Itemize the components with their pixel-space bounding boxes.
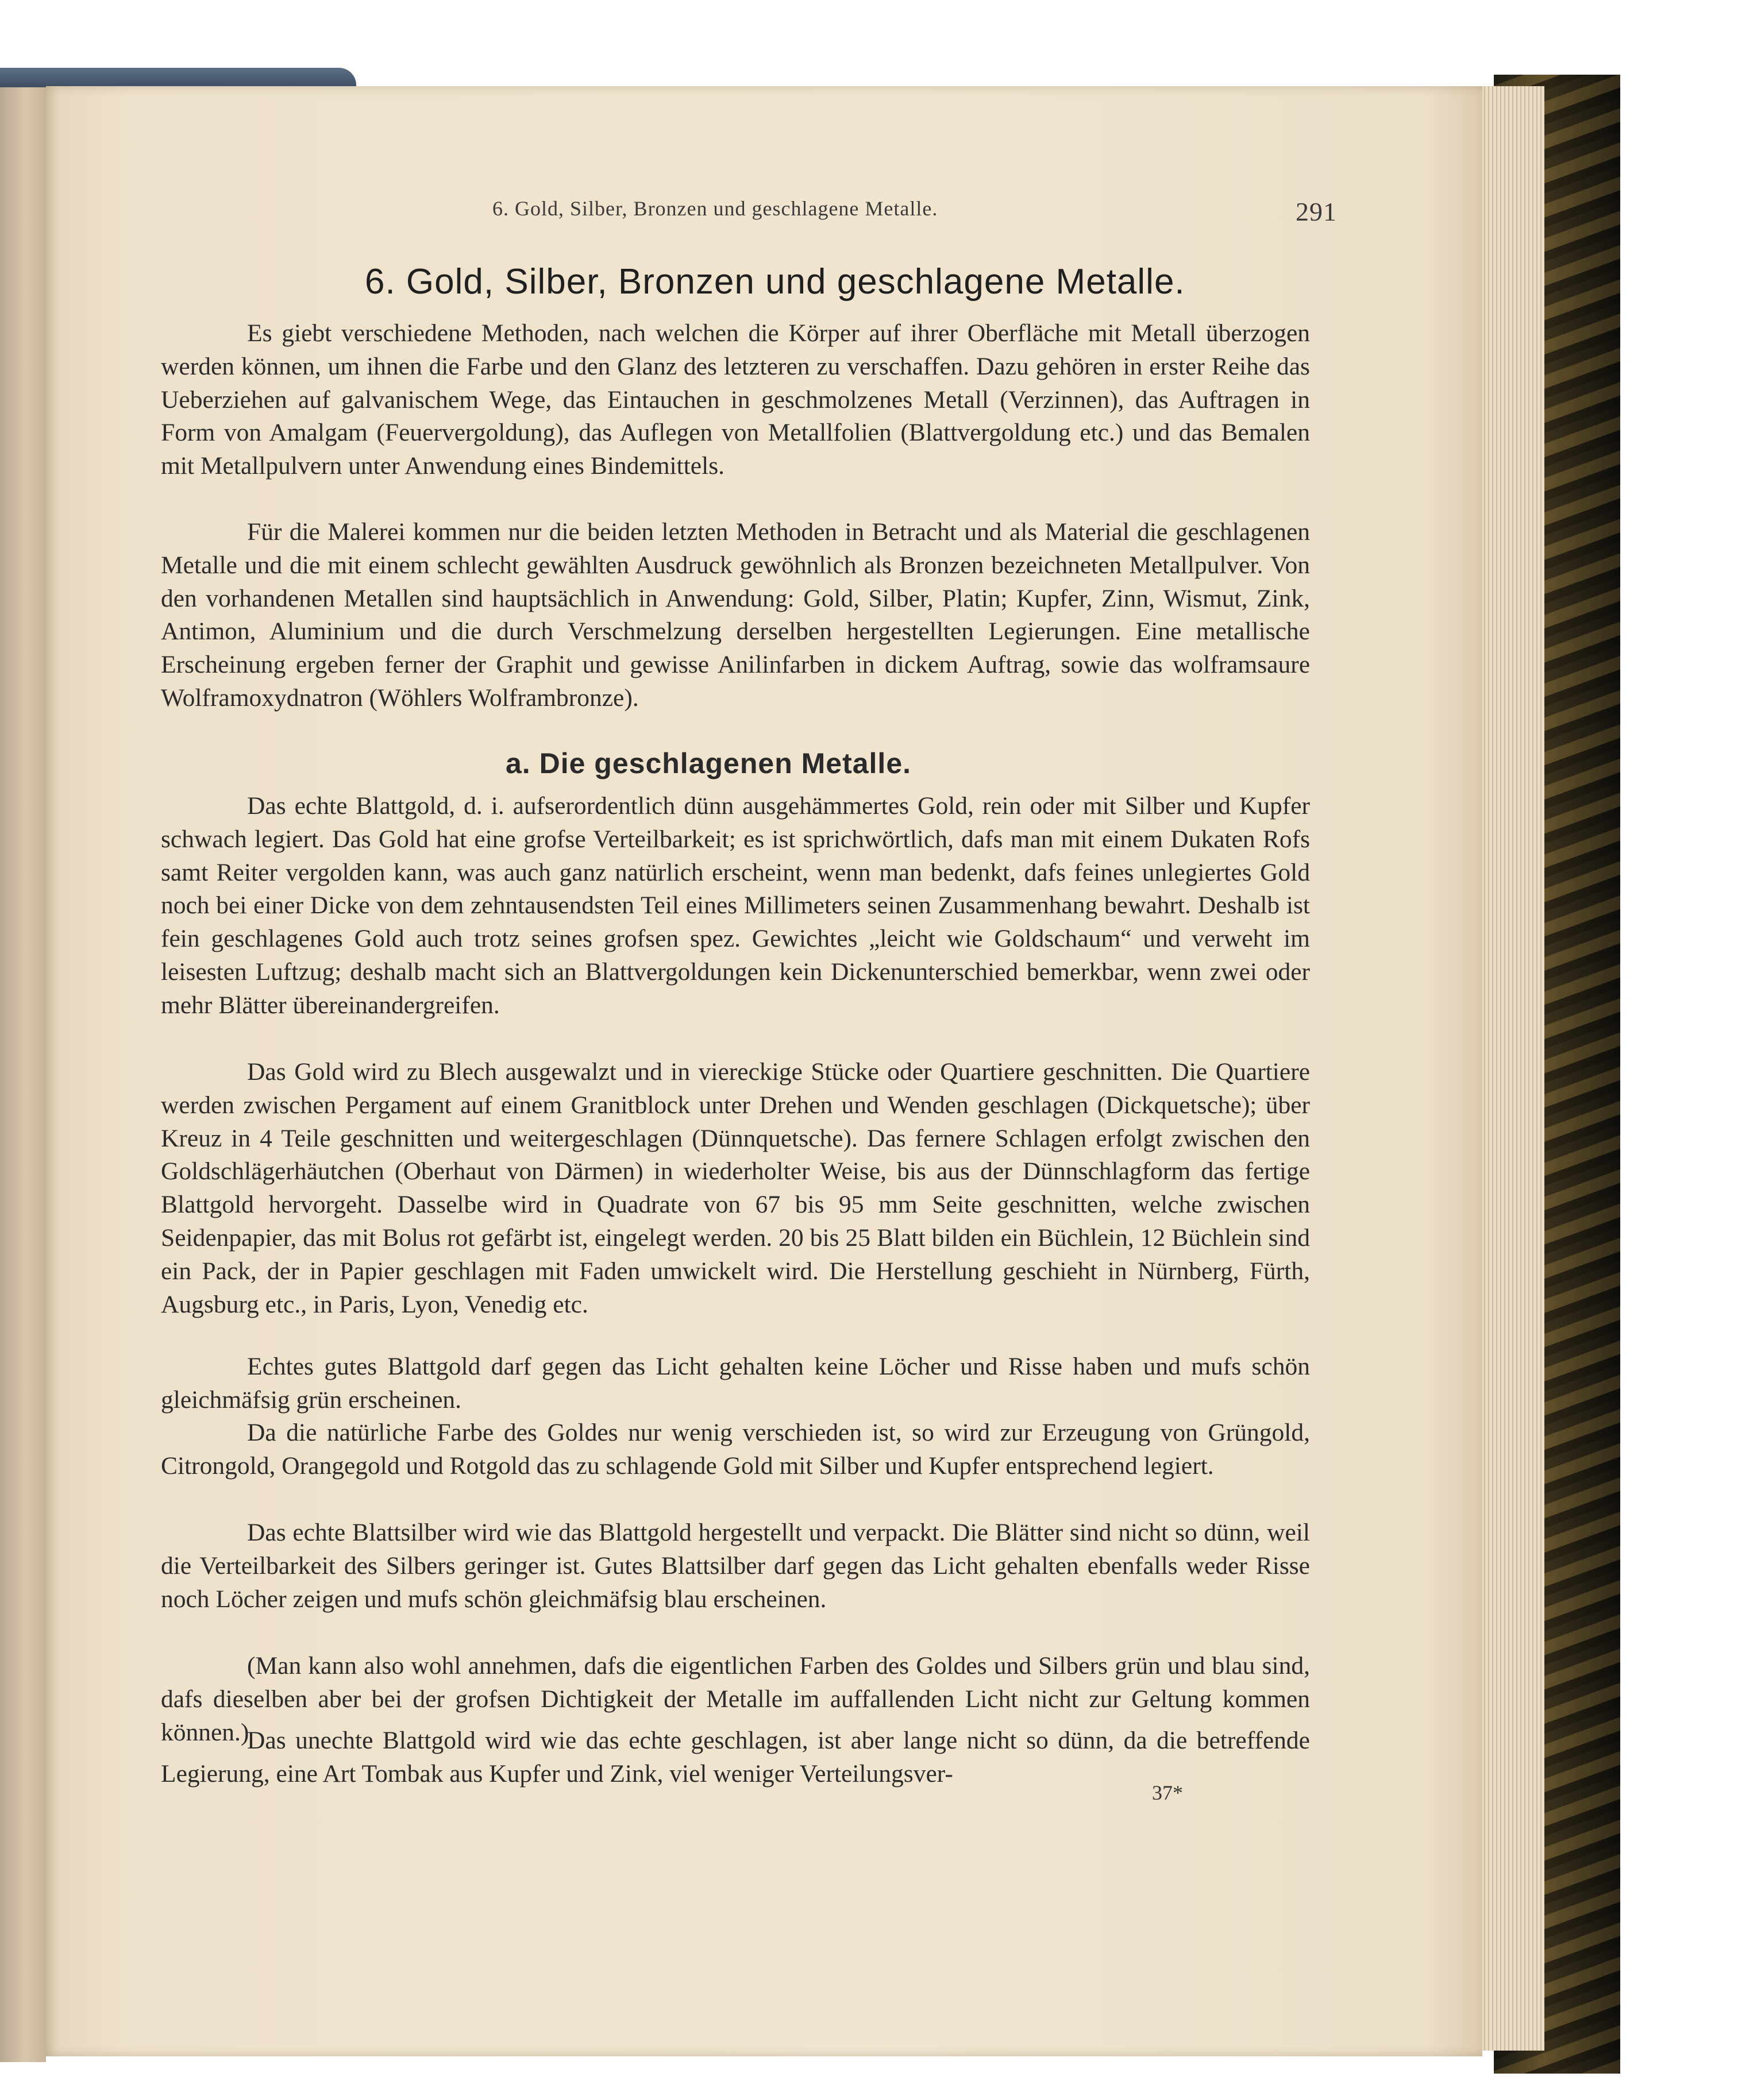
paragraph-2: Für die Malerei kommen nur die beiden letzten Methoden in Betracht und als Material die geschlagenen Metalle und die mit einem schlecht gewählten Ausdruck gewöhnlich als Bronzen bezeichneten Metallpulver. Von den vorhandenen Metallen sind hauptsächlich in Anwendung: Gold, Silber, Platin; Kupfer, Zinn, Wismut, Zink, Antimon, Aluminium und die durch Verschmelzung derselben hergestellten Legierungen. Eine metallische Erscheinung ergeben ferner der Graphit und gewisse Anilinfarben in dickem Auftrag, sowie das wolframsaure Wolframoxydnatron (Wöhlers Wolframbronze). (161, 518, 1310, 712)
paragraph-5: Echtes gutes Blattgold darf gegen das Licht gehalten keine Löcher und Risse haben und mufs schön gleichmäfsig grün erscheinen. (161, 1353, 1310, 1414)
section-title: 6. Gold, Silber, Bronzen und geschlagene Metalle. (365, 262, 1185, 302)
running-header (492, 196, 1337, 237)
paragraph-3: Das echte Blattgold, d. i. aufserordentlich dünn ausgehämmertes Gold, rein oder mit Silber und Kupfer schwach legiert. Das Gold hat eine grofse Verteilbarkeit; es ist sprichwörtlich, dafs man mit einem Dukaten Rofs samt Reiter vergolden kann, was auch ganz natürlich erscheint, wenn man bedenkt, dafs feines unlegiertes Gold noch bei einer Dicke von dem zehntausendsten Teil eines Millimeters seinen Zusammenhang bewahrt. Deshalb ist fein geschlagenes Gold auch trotz seines grofsen spez. Gewichtes „leicht wie Goldschaum“ und verweht im leisesten Luftzug; deshalb macht sich an Blattvergoldungen kein Dickenunterschied bemerkbar, wenn zwei oder mehr Blätter übereinandergreifen. (161, 792, 1310, 1019)
paragraph-8: (Man kann also wohl annehmen, dafs die eigentlichen Farben des Goldes und Silbers grün und blau sind, dafs dieselben aber bei der grofsen Dichtigkeit der Metalle im auffallenden Licht nicht zur Geltung kommen können.) (161, 1652, 1310, 1746)
page-number: 291 (1296, 197, 1337, 226)
paragraph-4: Das Gold wird zu Blech ausgewalzt und in viereckige Stücke oder Quartiere geschnitten. Die Quartiere werden zwischen Pergament auf einem Granitblock unter Drehen und Wenden geschlagen (Dickquetsche); über Kreuz in 4 Teile geschnitten und weitergeschlagen (Dünnquetsche). Das fernere Schlagen erfolgt zwischen den Goldschlägerhäutchen (Oberhaut von Därmen) in wiederholter Weise, bis aus der Dünnschlagform das fertige Blattgold hervorgeht. Dasselbe wird in Quadrate von 67 bis 95 mm Seite geschnitten, welche zwischen Seidenpapier, das mit Bolus rot gefärbt ist, eingelegt werden. 20 bis 25 Blatt bilden ein Büchlein, 12 Büchlein sind ein Pack, der in Papier geschlagen mit Faden umwickelt wird. Die Herstellung geschieht in Nürnberg, Fürth, Augsburg etc., in Paris, Lyon, Venedig etc. (161, 1058, 1310, 1318)
page-block-edges (1481, 86, 1544, 2051)
left-book-cover (0, 68, 356, 87)
signature-mark: 37* (1152, 1781, 1183, 1804)
subsection-heading: a. Die geschlagenen Metalle. (506, 747, 912, 779)
paragraph-6: Da die natürliche Farbe des Goldes nur wenig verschieden ist, so wird zur Erzeugung von Grüngold, Citrongold, Orangegold und Rotgold das zu schlagende Gold mit Silber und Kupfer entsprechend legiert. (161, 1419, 1310, 1480)
running-title: 6. Gold, Silber, Bronzen und geschlagene Metalle. (492, 197, 938, 220)
paragraph-7: Das echte Blattsilber wird wie das Blattgold hergestellt und verpackt. Die Blätter sind nicht so dünn, weil die Verteilbarkeit des Silbers geringer ist. Gutes Blattsilber darf gegen das Licht gehalten ebenfalls weder Risse noch Löcher zeigen und mufs schön gleichmäfsig blau erscheinen. (161, 1519, 1310, 1613)
paragraph-9: Das unechte Blattgold wird wie das echte geschlagen, ist aber lange nicht so dünn, da die betreffende Legierung, eine Art Tombak aus Kupfer und Zink, viel weniger Verteilungsver- (161, 1727, 1310, 1788)
left-page-edge (0, 86, 46, 2062)
paragraph-1: Es giebt verschiedene Methoden, nach welchen die Körper auf ihrer Oberfläche mit Metall überzogen werden können, um ihnen die Farbe und den Glanz des letzteren zu verschaffen. Dazu gehören in erster Reihe das Ueberziehen auf galvanischem Wege, das Eintauchen in geschmolzenes Metall (Verzinnen), das Auftragen in Form von Amalgam (Feuervergoldung), das Auflegen von Metallfolien (Blattvergoldung etc.) und das Bemalen mit Metallpulvern unter Anwendung eines Bindemittels. (161, 319, 1310, 480)
